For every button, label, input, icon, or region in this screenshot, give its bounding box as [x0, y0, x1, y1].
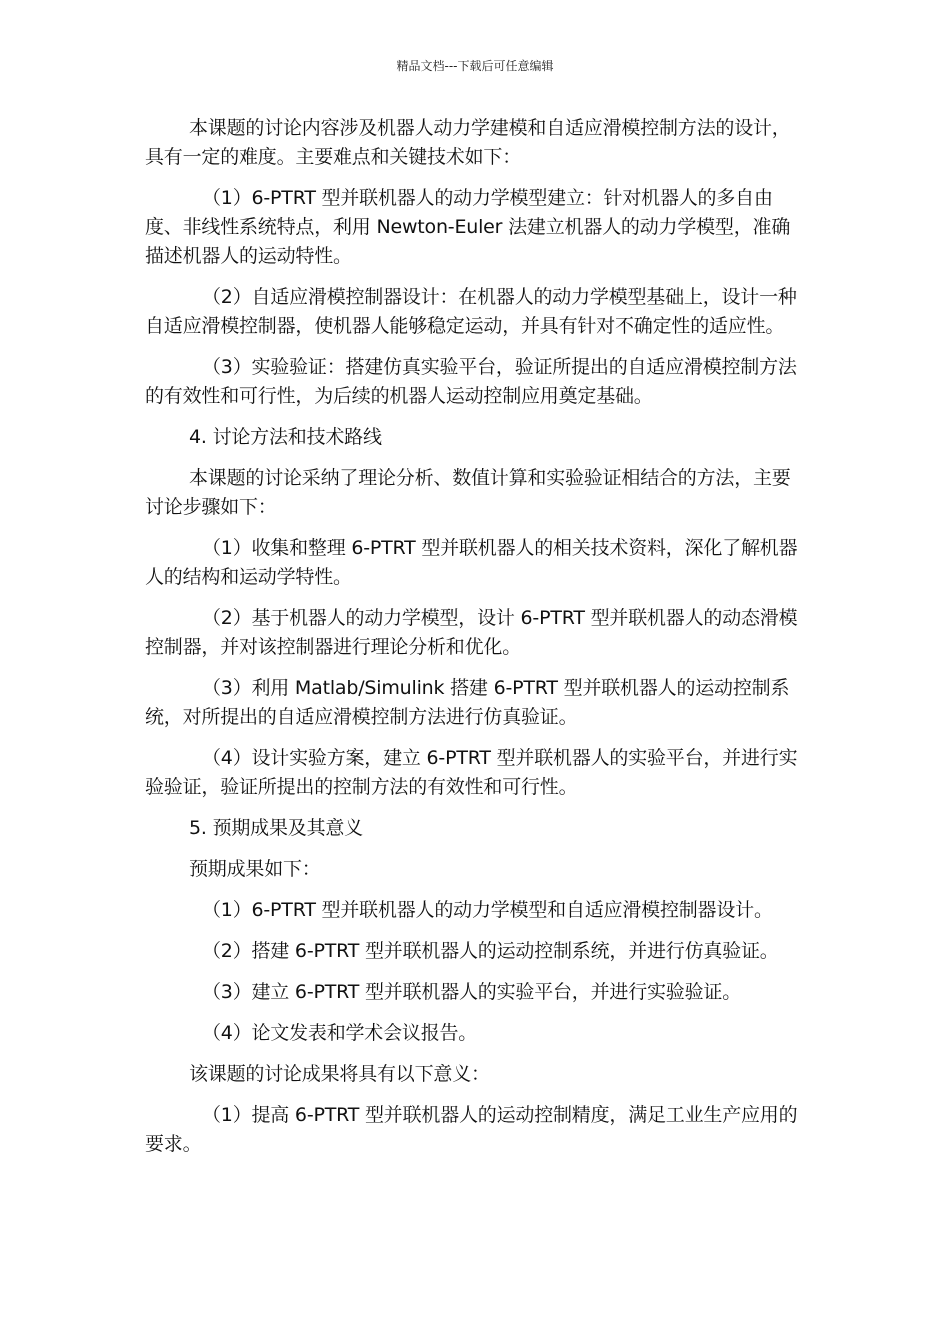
- paragraph-significance-1: （1）提高 6-PTRT 型并联机器人的运动控制精度，满足工业生产应用的要求。: [145, 1104, 798, 1155]
- section-heading-outcomes: 5. 预期成果及其意义: [189, 817, 363, 839]
- section-heading-methods: 4. 讨论方法和技术路线: [189, 426, 382, 448]
- document-body: [145, 114, 805, 1159]
- paragraph-step-2: （2）基于机器人的动力学模型，设计 6-PTRT 型并联机器人的动态滑模控制器，并对该控制器进行理论分析和优化。: [145, 607, 798, 658]
- paragraph-significance-intro: 该课题的讨论成果将具有以下意义：: [189, 1063, 490, 1085]
- paragraph-step-3: （3）利用 Matlab/Simulink 搭建 6-PTRT 型并联机器人的运动控制系统，对所提出的自适应滑模控制方法进行仿真验证。: [145, 677, 790, 728]
- paragraph-outcomes-intro: 预期成果如下：: [189, 858, 321, 880]
- paragraph-outcome-4: （4）论文发表和学术会议报告。: [202, 1022, 478, 1044]
- paragraph-outcome-3: （3）建立 6-PTRT 型并联机器人的实验平台，并进行实验验证。: [202, 981, 742, 1003]
- paragraph-step-1: （1）收集和整理 6-PTRT 型并联机器人的相关技术资料，深化了解机器人的结构和运动学特性。: [145, 537, 798, 588]
- paragraph-difficulty-2: （2）自适应滑模控制器设计：在机器人的动力学模型基础上，设计一种自适应滑模控制器，使机器人能够稳定运动，并具有针对不确定性的适应性。: [145, 286, 797, 337]
- paragraph-outcome-1: （1）6-PTRT 型并联机器人的动力学模型和自适应滑模控制器设计。: [202, 899, 773, 921]
- paragraph-step-4: （4）设计实验方案，建立 6-PTRT 型并联机器人的实验平台，并进行实验验证，验证所提出的控制方法的有效性和可行性。: [145, 747, 798, 798]
- paragraph-methods-intro: 本课题的讨论采纳了理论分析、数值计算和实验验证相结合的方法，主要讨论步骤如下：: [145, 467, 791, 518]
- paragraph-outcome-2: （2）搭建 6-PTRT 型并联机器人的运动控制系统，并进行仿真验证。: [202, 940, 779, 962]
- paragraph-difficulty-3: （3）实验验证：搭建仿真实验平台，验证所提出的自适应滑模控制方法的有效性和可行性，为后续的机器人运动控制应用奠定基础。: [145, 356, 797, 407]
- paragraph-difficulty-1: （1）6-PTRT 型并联机器人的动力学模型建立：针对机器人的多自由度、非线性系统特点，利用 Newton-Euler 法建立机器人的动力学模型，准确描述机器人的运动特性。: [145, 187, 791, 267]
- page-header: 精品文档---下载后可任意编辑: [396, 59, 554, 73]
- paragraph-intro: 本课题的讨论内容涉及机器人动力学建模和自适应滑模控制方法的设计，具有一定的难度。主要难点和关键技术如下：: [145, 117, 791, 168]
